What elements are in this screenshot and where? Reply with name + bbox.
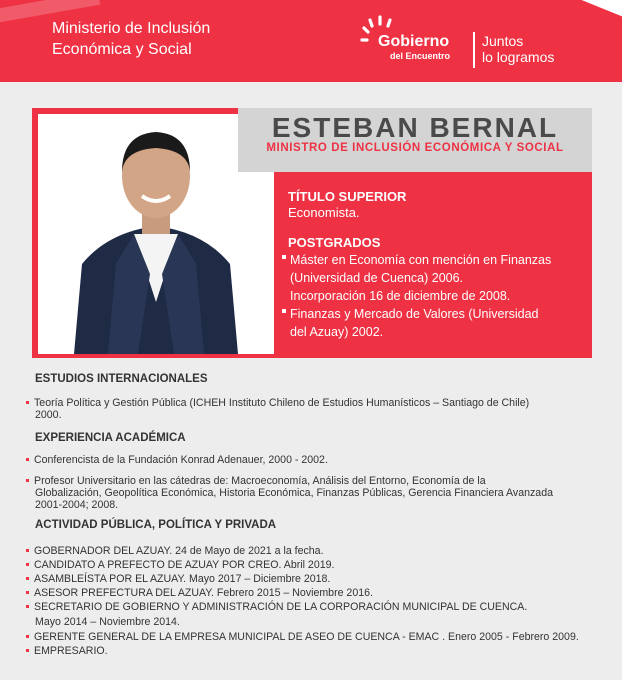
postgrado-item-cont: del Azuay) 2002. bbox=[290, 325, 384, 339]
postgrado-item: Finanzas y Mercado de Valores (Universidad bbox=[282, 305, 539, 323]
list-item: GOBERNADOR DEL AZUAY. 24 de Mayo de 2021 a la fecha. bbox=[26, 545, 596, 557]
ministry-title: Ministerio de Inclusión Económica y Social bbox=[52, 20, 211, 58]
titulo-value: Economista. bbox=[288, 205, 360, 220]
list-item: CANDIDATO A PREFECTO DE AZUAY POR CREO. Abril 2019. bbox=[26, 559, 596, 571]
list-item-cont: Mayo 2014 – Noviembre 2014. bbox=[35, 616, 180, 628]
person-name: ESTEBAN BERNAL bbox=[271, 112, 559, 143]
education-panel bbox=[280, 172, 592, 358]
header-banner bbox=[0, 0, 622, 82]
postgrado-item: Máster en Economía con mención en Finanzas bbox=[282, 251, 551, 269]
government-subtitle: del Encuentro bbox=[390, 51, 451, 61]
list-item: Profesor Universitario en las cátedras de: Macroeconomía, Análisis del Entorno, Economía de la Globalización, Geopolítica Económica, Historia Económica, Finanzas Públicas, Gerencia Financiera Avanzada 2001-2004; 2008. bbox=[26, 475, 596, 511]
tagline: Juntos lo logramos bbox=[482, 33, 555, 65]
postgrado-item-cont: Incorporación 16 de diciembre de 2008. bbox=[290, 289, 511, 303]
postgrado-item-cont: (Universidad de Cuenca) 2006. bbox=[290, 271, 464, 285]
header-divider bbox=[473, 32, 475, 68]
postgrados-heading: POSTGRADOS bbox=[288, 235, 381, 250]
list-item: EMPRESARIO. bbox=[26, 645, 596, 657]
estudios-heading: ESTUDIOS INTERNACIONALES bbox=[35, 373, 208, 385]
experiencia-heading: EXPERIENCIA ACADÉMICA bbox=[35, 432, 186, 444]
titulo-heading: TÍTULO SUPERIOR bbox=[288, 189, 407, 204]
decorative-stripe bbox=[547, 0, 622, 43]
actividad-heading: ACTIVIDAD PÚBLICA, POLÍTICA Y PRIVADA bbox=[35, 519, 277, 531]
list-item: Teoría Política y Gestión Pública (ICHEH Instituto Chileno de Estudios Humanísticos – Santiago de Chile) 2000. bbox=[26, 397, 596, 421]
list-item: SECRETARIO DE GOBIERNO Y ADMINISTRACIÓN DE LA CORPORACIÓN MUNICIPAL DE CUENCA. bbox=[26, 601, 596, 613]
list-item: ASESOR PREFECTURA DEL AZUAY. Febrero 2015 – Noviembre 2016. bbox=[26, 587, 596, 599]
list-item: Conferencista de la Fundación Konrad Adenauer, 2000 - 2002. bbox=[26, 454, 596, 466]
list-item: ASAMBLEÍSTA POR EL AZUAY. Mayo 2017 – Diciembre 2018. bbox=[26, 573, 596, 585]
government-name: Gobierno bbox=[378, 33, 450, 50]
person-role: MINISTRO DE INCLUSIÓN ECONÓMICA Y SOCIAL bbox=[266, 142, 564, 154]
list-item: GERENTE GENERAL DE LA EMPRESA MUNICIPAL DE ASEO DE CUENCA - EMAC . Enero 2005 - Febrero 2009. bbox=[26, 631, 596, 643]
